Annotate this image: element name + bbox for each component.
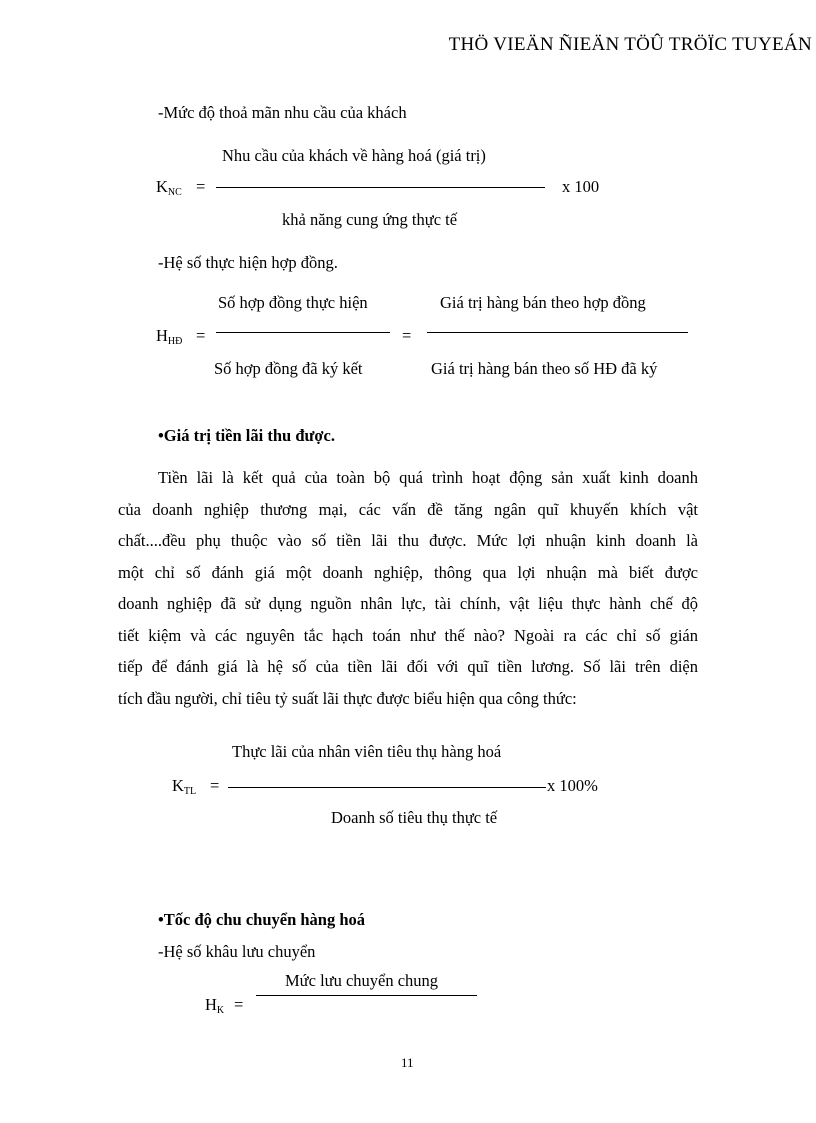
h-hd-denominator-1: Số hợp đồng đã ký kết bbox=[214, 359, 363, 378]
paragraph-line: chất....đều phụ thuộc vào số tiền lãi thu được. Mức lợi nhuận kinh doanh là bbox=[118, 531, 698, 550]
h-k-symbol: $H_K$ bbox=[205, 995, 225, 1016]
turnover-label: -Hệ số khâu lưu chuyển bbox=[158, 942, 316, 961]
k-tl-symbol: $K_{TL}$ bbox=[172, 776, 197, 797]
k-tl-equals: = bbox=[210, 776, 220, 795]
k-nc-equals: = bbox=[196, 177, 206, 196]
paragraph-line: tiết kiệm và các nguyên tắc hạch toán như thế nào? Ngoài ra các chỉ số gián bbox=[118, 625, 698, 645]
k-tl-fraction-bar bbox=[228, 787, 546, 788]
h-hd-equals-2: = bbox=[402, 326, 412, 345]
k-tl-numerator: Thực lãi của nhân viên tiêu thụ hàng hoá bbox=[232, 742, 502, 761]
turnover-heading: •Tốc độ chu chuyển hàng hoá bbox=[158, 910, 366, 929]
h-hd-symbol: $H_{HĐ}$ bbox=[156, 326, 183, 347]
k-nc-suffix: x 100 bbox=[562, 177, 600, 196]
k-nc-symbol: $K_{NC}$ bbox=[156, 177, 182, 198]
k-tl-denominator: Doanh số tiêu thụ thực tế bbox=[331, 808, 498, 827]
h-hd-fraction-bar-2 bbox=[427, 332, 688, 333]
paragraph-line: doanh nghiệp đã sử dụng nguồn nhân lực, tài chính, vật liệu thực hành chế độ bbox=[118, 594, 698, 613]
paragraph-line: tiếp để đánh giá là hệ số của tiền lãi đối với quĩ tiền lương. Số lãi trên diện bbox=[118, 657, 698, 676]
satisfaction-label: -Mức độ thoả mãn nhu cầu của khách bbox=[158, 103, 407, 122]
h-hd-numerator-1: Số hợp đồng thực hiện bbox=[218, 293, 368, 312]
profit-paragraph bbox=[118, 462, 698, 714]
k-nc-fraction-bar bbox=[216, 187, 545, 188]
paragraph-line: Tiền lãi là kết quả của toàn bộ quá trình hoạt động sản xuất kinh doanh bbox=[158, 468, 698, 487]
h-hd-numerator-2: Giá trị hàng bán theo hợp đồng bbox=[440, 293, 646, 312]
h-k-fraction-bar bbox=[256, 995, 477, 996]
k-tl-suffix: x 100% bbox=[547, 776, 598, 795]
paragraph-line: của doanh nghiệp thương mại, các vấn đề tăng ngân quĩ khuyến khích vật bbox=[118, 499, 698, 519]
h-k-equals: = bbox=[234, 995, 244, 1014]
h-k-numerator: Mức lưu chuyển chung bbox=[285, 971, 439, 990]
h-hd-equals: = bbox=[196, 326, 206, 345]
paragraph-line: tích đầu người, chỉ tiêu tỷ suất lãi thực được biểu hiện qua công thức: bbox=[118, 688, 577, 708]
k-nc-denominator: khả năng cung ứng thực tế bbox=[282, 210, 458, 229]
header-title: THÖ VIEÄN ÑIEÄN TÖÛ TRÖÏC TUYEÁN bbox=[448, 34, 812, 55]
h-hd-fraction-bar-1 bbox=[216, 332, 390, 333]
paragraph-line: một chỉ số đánh giá một doanh nghiệp, thông qua lợi nhuận mà biết được bbox=[118, 562, 698, 582]
page-number: 11 bbox=[401, 1055, 414, 1070]
k-nc-numerator: Nhu cầu của khách về hàng hoá (giá trị) bbox=[222, 146, 486, 165]
contract-label: -Hệ số thực hiện hợp đồng. bbox=[158, 253, 338, 272]
profit-heading: •Giá trị tiền lãi thu được. bbox=[158, 426, 335, 445]
h-hd-denominator-2: Giá trị hàng bán theo số HĐ đã ký bbox=[431, 359, 658, 378]
